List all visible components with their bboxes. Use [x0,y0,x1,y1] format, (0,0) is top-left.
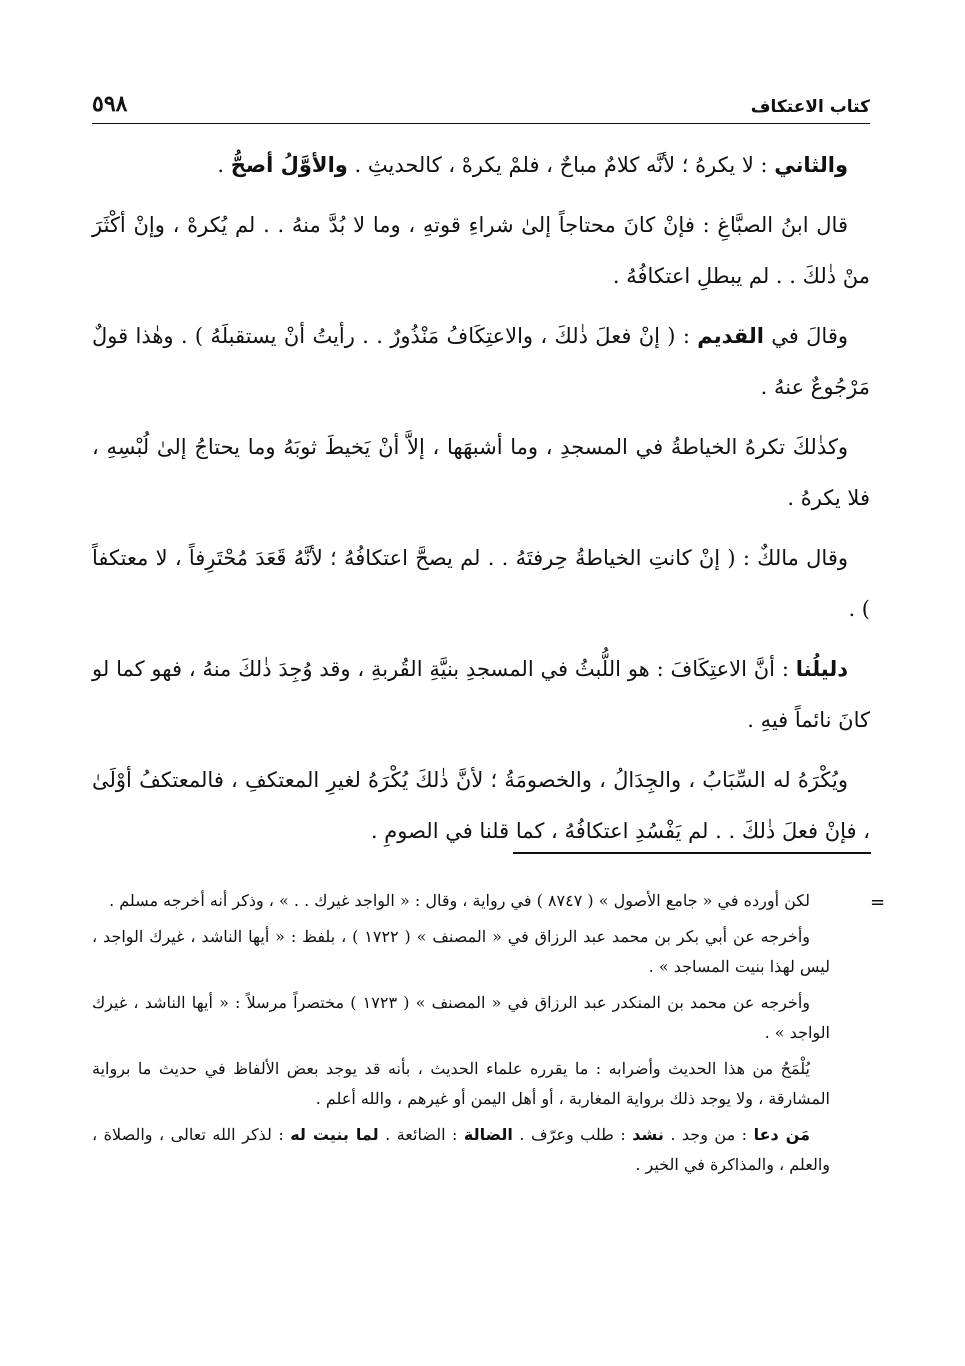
paragraph-text: وكذٰلكَ تكرهُ الخياطةُ في المسجدِ ، وما أشبهَها ، إلاَّ أنْ يَخيطَ ثوبَهُ وما يحتاجُ إلىٰ لُبْسِهِ ، فلا يكرهُ . [92,435,870,510]
glossary-definition: : من وجد . [663,1125,754,1144]
footnotes [92,886,830,1186]
footnote-continuation-mark: = [870,892,886,913]
glossary-term: نشد [632,1125,664,1144]
glossary-term: مَن دعا [753,1125,810,1144]
footnote-text: يُلْمَحُ من هذا الحديث وأضرابه : ما يقرره علماء الحديث ، بأنه قد يوجد بعض الألفاظ في حديث ما برواية المشارقة ، ولا يوجد ذلك برواية المغاربة ، أو أهل اليمن أو غيرهم ، والله أعلم . [92,1059,830,1108]
paragraph-text: ويُكْرَهُ له السِّبَابُ ، والجِدَالُ ، والخصومَةُ ؛ لأنَّ ذٰلكَ يُكْرَهُ لغيرِ المعتكفِ ، فالمعتكفُ أوْلَىٰ ، فإنْ فعلَ ذٰلكَ . . لم يَفْسُدِ اعتكافُهُ ، كما قلنا في الصومِ . [92,768,870,843]
glossary-term: الضالة [463,1125,513,1144]
main-text [92,140,870,866]
paragraph-text: وقال مالكٌ : ( إنْ كانتِ الخياطةُ حِرفتَهُ . . لم يصحَّ اعتكافُهُ ؛ لأنَّهُ قَعَدَ مُحْتَرِفاً ، لا معتكفاً ) . [92,546,870,621]
paragraph-text: : أنَّ الاعتِكَافَ : هو اللُّبثُ في المسجدِ بنيَّةِ القُربةِ ، وقد وُجِدَ ذٰلكَ منهُ ، فهو كما لو كانَ نائماً فيهِ . [92,657,870,732]
footnote-divider [513,852,871,854]
footnote-text: وأخرجه عن أبي بكر بن محمد عبد الرزاق في « المصنف » ( ١٧٢٢ ) ، بلفظ : « أيها الناشد ، غيرك الواجد ، ليس لهذا بنيت المساجد » . [92,927,830,976]
footnote-text: وأخرجه عن محمد بن المنكدر عبد الرزاق في « المصنف » ( ١٧٢٣ ) مختصراً مرسلاً : « أيها الناشد ، غيرك الواجد » . [92,993,830,1042]
footnote-line [92,1054,830,1114]
footnote-line [92,988,830,1048]
glossary-definition: : لذكر الله تعالى ، والصلاة ، والعلم ، والمذاكرة في الخير . [92,1125,830,1174]
footnote-glossary [92,1120,830,1180]
paragraph-sewing [92,422,870,524]
paragraph-text: وقالَ في [763,324,849,348]
paragraph-disputes [92,755,870,857]
glossary-term: لما بنيت له [290,1125,379,1144]
paragraph-malik [92,533,870,635]
page-header [92,88,870,124]
term-old: القديم [697,324,764,348]
term-first-correct: والأوَّلُ أصحُّ [230,153,348,177]
term-evidence: دليلُنا [795,657,848,681]
paragraph-text: : لا يكرهُ ؛ لأنَّه كلامٌ مباحٌ ، فلمْ يكرهْ ، كالحديثِ . [347,153,775,177]
glossary-definition: : الضائعة . [378,1125,464,1144]
paragraph-text: قال ابنُ الصبَّاغِ : فإنْ كانَ محتاجاً إلىٰ شراءِ قوتهِ ، وما لا بُدَّ منهُ . . لم يُكرهْ ، وإنْ أكْثَرَ منْ ذٰلكَ . . لم يبطلِ اعتكافُهُ . [92,213,870,288]
paragraph-evidence [92,644,870,746]
paragraph-text: : ( إنْ فعلَ ذٰلكَ ، والاعتِكَافُ مَنْذُورٌ . . رأيتُ أنْ يستقبلَهُ ) . وهٰذا قولٌ مَرْجُوعٌ عنهُ . [92,324,870,399]
paragraph-text: . [217,153,231,177]
footnote-line [92,922,830,982]
paragraph-ibn-sabbagh [92,200,870,302]
paragraph-second-opinion [92,140,870,191]
running-title: كتاب الاعتكاف [750,97,870,117]
footnote-text: لكن أورده في « جامع الأصول » ( ٨٧٤٧ ) في رواية ، وقال : « الواجد غيرك . . » ، وذكر أنه أخرجه مسلم . [109,891,810,910]
term-second: والثاني [774,153,848,177]
glossary-definition: : طلب وعرّف . [512,1125,633,1144]
page-number: ٥٩٨ [92,91,128,117]
paragraph-old-opinion [92,311,870,413]
footnote-line [92,886,830,916]
